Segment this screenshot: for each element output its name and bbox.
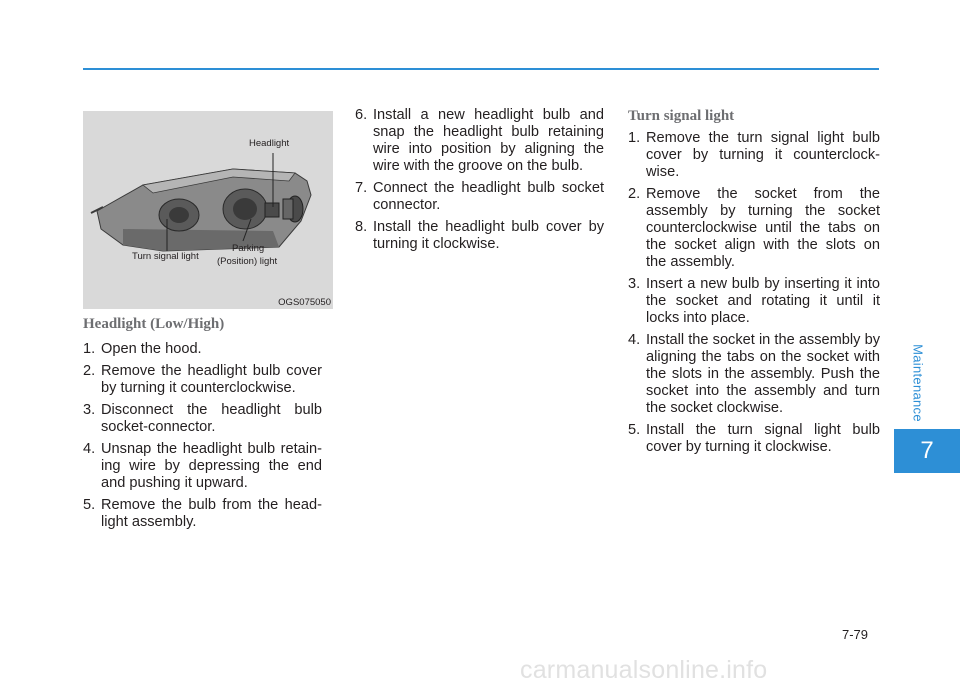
turn-signal-steps-list (628, 130, 880, 461)
step-text: Connect the headlight bulb socket connector. (373, 180, 604, 213)
section-side-label (903, 340, 933, 426)
headlight-steps-list-part2 (355, 107, 604, 258)
list-item (83, 497, 322, 531)
step-text: Install the headlight bulb cover by turning it clockwise. (373, 219, 604, 252)
step-text: Install the turn signal light bulb cover by turning it clockwise. (646, 422, 880, 455)
list-item (628, 332, 880, 417)
step-number: 2. (83, 363, 96, 379)
list-item (628, 422, 880, 456)
step-number: 2. (628, 186, 641, 202)
list-item (628, 276, 880, 327)
watermark: carmanualsonline.info (520, 656, 768, 684)
turn-signal-label: Turn signal light (132, 251, 199, 262)
headlight-steps-list-part1 (83, 341, 322, 536)
step-number: 4. (83, 441, 96, 457)
headlight-assembly-illustration (83, 111, 333, 309)
step-text: Open the hood. (101, 341, 202, 357)
step-text: Remove the bulb from the head-light assembly. (101, 497, 322, 530)
list-item (355, 219, 604, 253)
step-number: 6. (355, 107, 368, 123)
parking-label-line2: (Position) light (217, 256, 278, 267)
step-number: 4. (628, 332, 641, 348)
headlight-label: Headlight (249, 138, 290, 149)
list-item (355, 180, 604, 214)
list-item (628, 186, 880, 271)
step-number: 3. (628, 276, 641, 292)
headlight-section-heading: Headlight (Low/High) (83, 316, 225, 332)
step-number: 8. (355, 219, 368, 235)
turn-signal-section-heading: Turn signal light (628, 108, 735, 124)
step-text: Remove the turn signal light bulb cover by turning it counterclock-wise. (646, 130, 880, 180)
page-number: 7-79 (842, 627, 869, 642)
step-number: 3. (83, 402, 96, 418)
list-item (628, 130, 880, 181)
step-number: 1. (628, 130, 641, 146)
list-item (83, 341, 322, 358)
chapter-tab: 7 (894, 429, 960, 473)
headlight-figure (83, 111, 333, 309)
step-text: Insert a new bulb by inserting it into the socket and rotating it until it locks into place. (646, 276, 880, 326)
step-text: Remove the headlight bulb cover by turning it counterclockwise. (101, 363, 322, 396)
step-number: 1. (83, 341, 96, 357)
step-number: 5. (628, 422, 641, 438)
step-number: 7. (355, 180, 368, 196)
step-text: Install the socket in the assembly by aligning the tabs on the socket with the slots in the assembly. Push the socket into the assembly and turn the socket clockwise. (646, 332, 880, 416)
list-item (83, 441, 322, 492)
step-text: Unsnap the headlight bulb retain-ing wire by depressing the end and pushing it upward. (101, 441, 322, 491)
step-text: Disconnect the headlight bulb socket-connector. (101, 402, 322, 435)
figure-code: OGS075050 (278, 297, 331, 308)
section-side-label-text: Maintenance (910, 344, 926, 422)
step-text: Remove the socket from the assembly by turning the socket counterclockwise until the tabs on the socket align with the slots on the assembly. (646, 186, 880, 270)
step-number: 5. (83, 497, 96, 513)
list-item (83, 363, 322, 397)
list-item (83, 402, 322, 436)
parking-label-line1: Parking (232, 243, 265, 254)
step-text: Install a new headlight bulb and snap the headlight bulb retaining wire into position by aligning the wire with the groove on the bulb. (373, 107, 604, 174)
top-rule (83, 68, 879, 70)
list-item (355, 107, 604, 175)
